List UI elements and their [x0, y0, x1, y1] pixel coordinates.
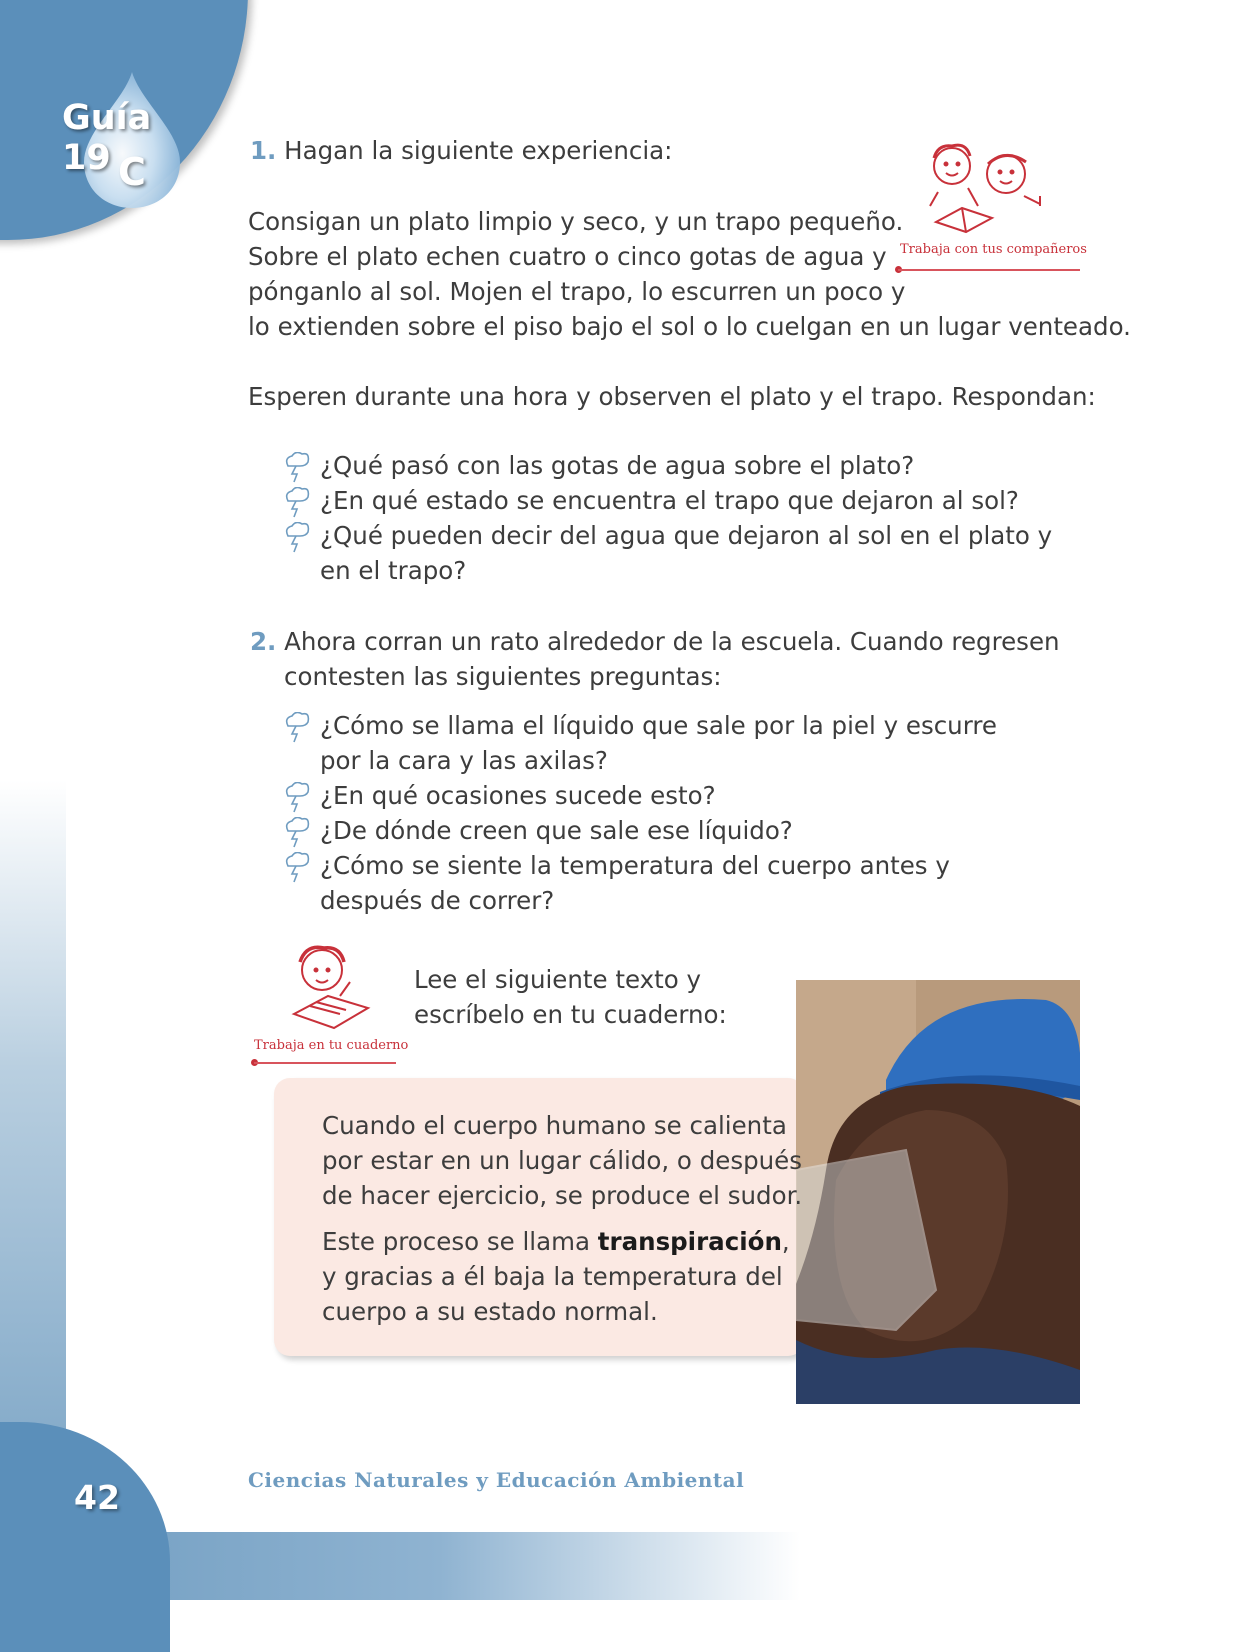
activity-1-instruction: Esperen durante una hora y observen el plato y el trapo. Respondan: — [248, 382, 1096, 411]
children-reading-illustration — [918, 136, 1052, 236]
activity-1-intro: Hagan la siguiente experiencia: — [284, 136, 673, 165]
page-number-shape — [0, 1422, 170, 1652]
lightning-cloud-bullet-icon — [282, 487, 310, 519]
reading-instruction-line: Lee el siguiente texto y — [414, 965, 701, 994]
definition-line: por estar en un lugar cálido, o después — [322, 1146, 803, 1175]
activity-2-question-continuation: por la cara y las axilas? — [320, 746, 608, 775]
activity-1-number: 1. — [250, 136, 277, 165]
badge-underline — [898, 269, 1080, 271]
footer-subject: Ciencias Naturales y Educación Ambiental — [248, 1468, 745, 1492]
reading-instruction-line: escríbelo en tu cuaderno: — [414, 1000, 727, 1029]
activity-1-paragraph-line: Sobre el plato echen cuatro o cinco gotas de agua y — [248, 242, 887, 271]
activity-2-heading — [250, 624, 1060, 659]
activity-1-question-continuation: en el trapo? — [320, 556, 467, 585]
activity-2-question-continuation: después de correr? — [320, 886, 555, 915]
lightning-cloud-bullet-icon — [282, 522, 310, 554]
activity-2-question: ¿En qué ocasiones sucede esto? — [320, 781, 716, 810]
activity-1-question: ¿Qué pueden decir del agua que dejaron al sol en el plato y — [320, 521, 1053, 550]
lightning-cloud-bullet-icon — [282, 782, 310, 814]
definition-line: de hacer ejercicio, se produce el sudor. — [322, 1181, 803, 1210]
activity-1-question: ¿Qué pasó con las gotas de agua sobre el plato? — [320, 451, 915, 480]
activity-1-paragraph-line: lo extienden sobre el piso bajo el sol o lo cuelgan en un lugar venteado. — [248, 312, 1131, 341]
definition-line: y gracias a él baja la temperatura del — [322, 1262, 783, 1291]
guide-title: Guía 19 — [62, 98, 152, 178]
guide-letter: C — [118, 150, 146, 194]
activity-2-question: ¿Cómo se siente la temperatura del cuerpo antes y — [320, 851, 950, 880]
definition-line: Cuando el cuerpo humano se calienta — [322, 1111, 787, 1140]
badge-underline — [254, 1062, 396, 1064]
activity-1-paragraph-line: pónganlo al sol. Mojen el trapo, lo escurren un poco y — [248, 277, 906, 306]
activity-1-question: ¿En qué estado se encuentra el trapo que dejaron al sol? — [320, 486, 1019, 515]
activity-2-intro-line: contesten las siguientes preguntas: — [284, 662, 722, 691]
lightning-cloud-bullet-icon — [282, 712, 310, 744]
definition-term-line — [322, 1224, 790, 1259]
lightning-cloud-bullet-icon — [282, 452, 310, 484]
page-number: 42 — [74, 1478, 120, 1517]
definition-line: cuerpo a su estado normal. — [322, 1297, 658, 1326]
activity-2-question: ¿Cómo se llama el líquido que sale por la piel y escurre — [320, 711, 997, 740]
highlighted-term: transpiración — [597, 1227, 782, 1256]
man-drinking-water-illustration — [796, 980, 1080, 1404]
activity-1-paragraph-line: Consigan un plato limpio y seco, y un trapo pequeño. — [248, 207, 904, 236]
definition-text: Este proceso se llama — [322, 1227, 598, 1256]
group-work-label: Trabaja con tus compañeros — [900, 242, 1087, 257]
man-drinking-water-photo — [796, 980, 1080, 1404]
activity-2-number: 2. — [250, 627, 277, 656]
definition-punctuation: , — [781, 1227, 790, 1256]
lightning-cloud-bullet-icon — [282, 817, 310, 849]
notebook-work-label: Trabaja en tu cuaderno — [254, 1038, 409, 1053]
child-writing-illustration — [280, 940, 380, 1036]
activity-2-question: ¿De dónde creen que sale ese líquido? — [320, 816, 793, 845]
activity-2-intro-line: Ahora corran un rato alrededor de la escuela. Cuando regresen — [284, 627, 1060, 656]
lightning-cloud-bullet-icon — [282, 852, 310, 884]
activity-1-heading — [250, 133, 672, 168]
